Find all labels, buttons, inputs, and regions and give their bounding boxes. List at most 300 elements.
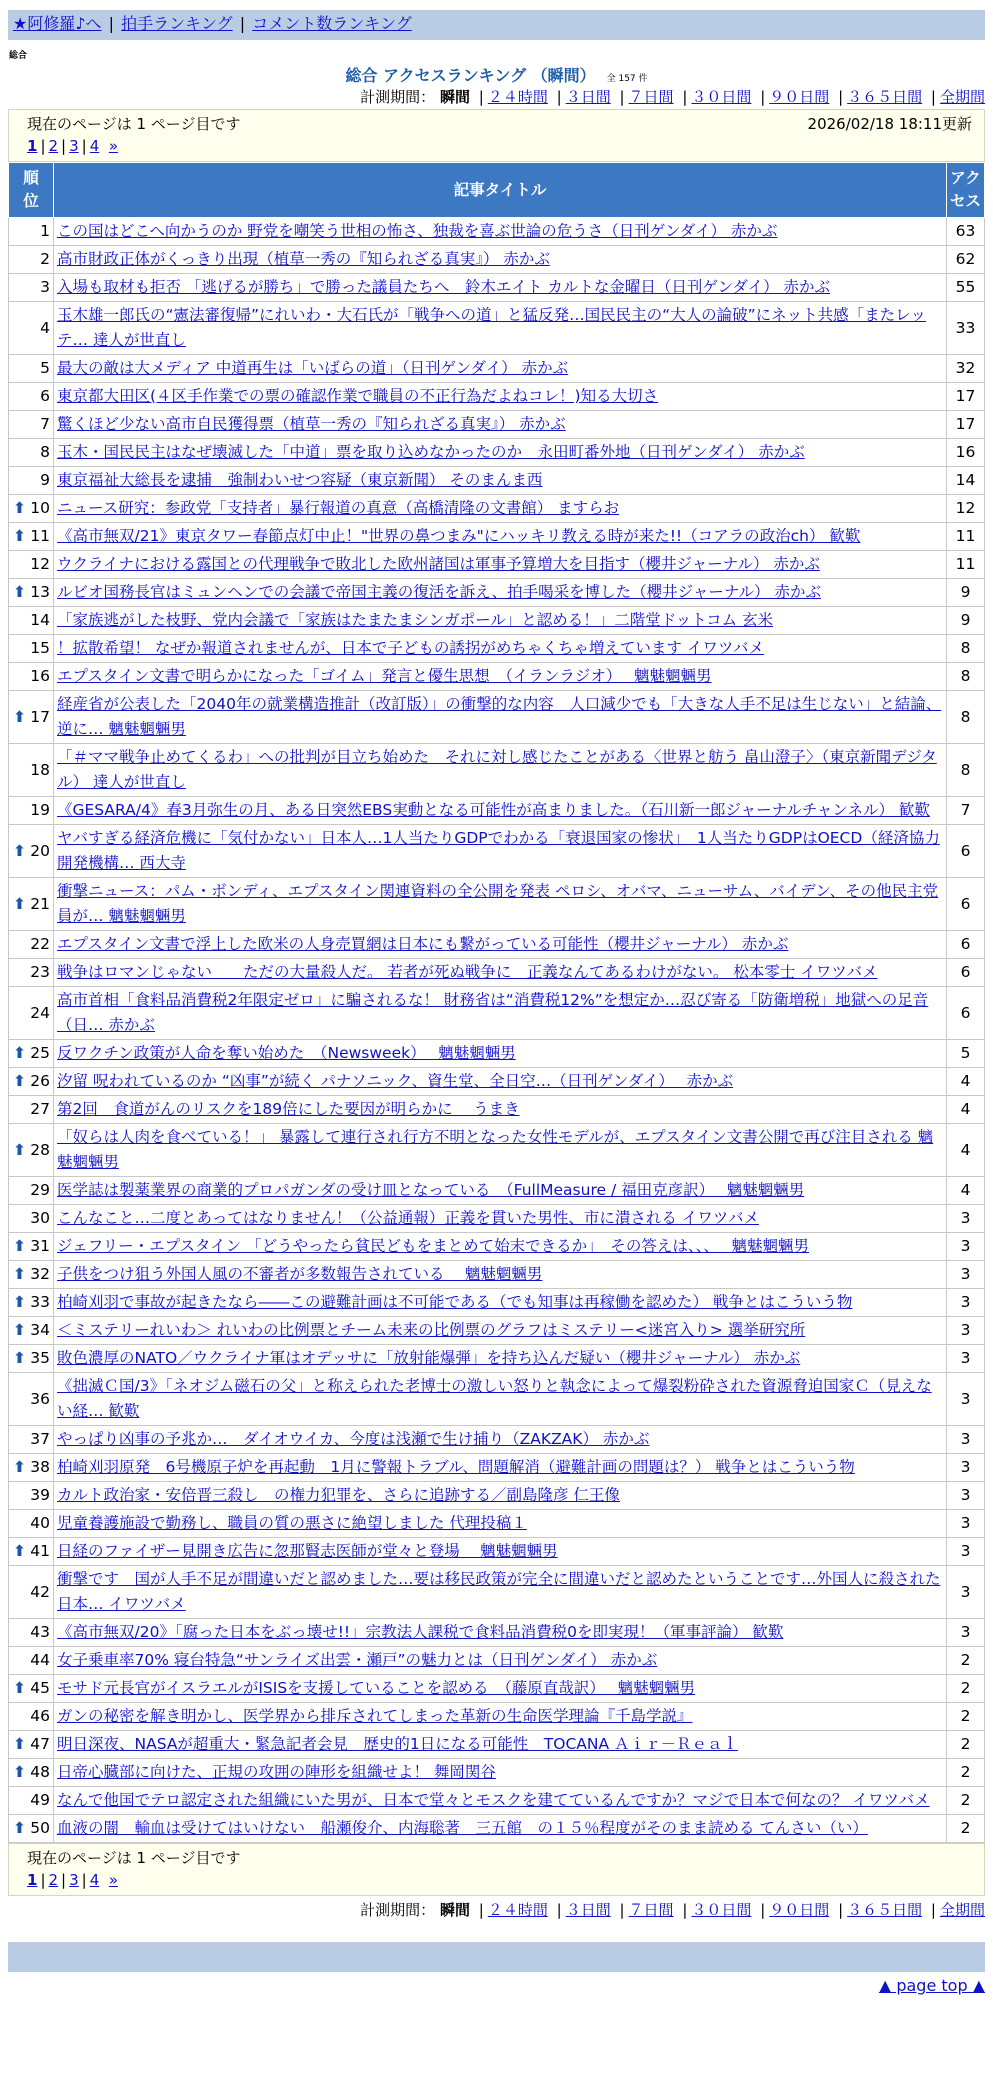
title-cell (54, 1317, 947, 1345)
header-access: アクセス (947, 163, 985, 218)
article-title-link[interactable]: ジェフリー・エプスタイン 「どうやったら貧民どもをまとめて始末できるか」 その答えは、、、 魑魅魍魎男 (57, 1237, 809, 1255)
access-count: 9 (947, 579, 985, 607)
table-row (9, 797, 985, 825)
title-cell (54, 1124, 947, 1177)
table-row (9, 1373, 985, 1426)
article-title-link[interactable]: 東京福祉大総長を逮捕 強制わいせつ容疑（東京新聞） そのまんま西 (57, 471, 543, 489)
period-option-365d[interactable]: ３６５日間 (847, 88, 923, 106)
table-row (9, 579, 985, 607)
table-row (9, 411, 985, 439)
rank-cell (9, 1703, 54, 1731)
rank-number: 23 (30, 963, 50, 981)
rank-cell (9, 878, 54, 931)
article-title-link[interactable]: 敗色濃厚のNATO／ウクライナ軍はオデッサに「放射能爆弾」を持ち込んだ疑い（櫻井ジャーナル） 赤かぶ (57, 1349, 801, 1367)
rank-number: 44 (30, 1651, 50, 1669)
article-title-link[interactable]: 汐留 呪われているのか “凶事”が続く パナソニック、資生堂、全日空…（日刊ゲンダイ） 赤かぶ (57, 1072, 734, 1090)
period-option-all[interactable]: 全期間 (939, 88, 985, 106)
article-title-link[interactable]: ガンの秘密を解き明かし、医学界から排斥されてしまった革新の生命医学理論『千島学説』 (57, 1707, 693, 1725)
page-link-3[interactable]: 3 (69, 1871, 79, 1889)
access-count: 3 (947, 1289, 985, 1317)
table-row (9, 1675, 985, 1703)
article-title-link[interactable]: ウクライナにおける露国との代理戦争で敗北した欧州諸国は軍事予算増大を目指す（櫻井ジャーナル） 赤かぶ (57, 555, 820, 573)
period-option-90d[interactable]: ９０日間 (769, 88, 830, 106)
rank-number: 8 (40, 443, 50, 461)
rank-cell (9, 1373, 54, 1426)
title-cell (54, 1373, 947, 1426)
page-link-2[interactable]: 2 (48, 137, 59, 155)
nav-link-applause-ranking[interactable]: 拍手ランキング (121, 14, 233, 33)
rank-cell (9, 1317, 54, 1345)
table-row (9, 439, 985, 467)
title-cell (54, 1815, 947, 1843)
title-cell (54, 1096, 947, 1124)
rank-number: 13 (30, 583, 50, 601)
table-row (9, 663, 985, 691)
rank-up-arrow-icon: ⬆ (13, 1321, 26, 1339)
rank-up-arrow-icon: ⬆ (13, 499, 26, 517)
rank-cell (9, 1675, 54, 1703)
article-title-link[interactable]: モサド元長官がイスラエルがISISを支援していることを認める （藤原直哉訳） 魑魅魍魎男 (57, 1679, 696, 1697)
table-row (9, 1177, 985, 1205)
article-title-link[interactable]: 《拙滅Ｃ国/3》「ネオジム磁石の父」と称えられた老博士の激しい怒りと執念によって爆裂粉砕された資源脅迫国家Ｃ（見えない経… 歓歎 (57, 1377, 932, 1420)
rank-cell (9, 467, 54, 495)
title-cell (54, 1787, 947, 1815)
nav-link-asyura-home[interactable]: ★阿修羅♪へ (13, 14, 102, 33)
title-cell (54, 579, 947, 607)
rank-up-arrow-icon: ⬆ (13, 841, 26, 860)
rank-number: 4 (40, 318, 50, 337)
access-count: 4 (947, 1068, 985, 1096)
page-next-link[interactable]: » (108, 137, 118, 155)
rank-number: 32 (30, 1265, 50, 1283)
article-title-link[interactable]: やっぱり凶事の予兆か… ダイオウイカ、今度は浅瀬で生け捕り（ZAKZAK） 赤かぶ (57, 1430, 650, 1448)
access-count: 6 (947, 987, 985, 1040)
table-row (9, 1124, 985, 1177)
article-title-link[interactable]: 児童養護施設で勤務し、職員の質の悪さに絶望しました 代理投稿１ (57, 1514, 527, 1532)
title-cell (54, 1261, 947, 1289)
rank-cell (9, 1510, 54, 1538)
rank-cell (9, 635, 54, 663)
rank-cell (9, 1426, 54, 1454)
rank-cell (9, 1233, 54, 1261)
page-next-link[interactable]: » (108, 1871, 118, 1889)
rank-cell (9, 1289, 54, 1317)
rank-cell (9, 1647, 54, 1675)
updated-timestamp: 2026/02/18 18:11更新 (807, 115, 972, 133)
nav-link-comment-ranking[interactable]: コメント数ランキング (252, 14, 412, 33)
article-title-link[interactable]: 血液の闇 輸血は受けてはいけない 船瀬俊介、内海聡著 三五館 の１５％程度がそのまま読める てんさい（い） (57, 1819, 868, 1837)
table-row (9, 302, 985, 355)
title-cell (54, 663, 947, 691)
rank-cell (9, 1068, 54, 1096)
rank-up-arrow-icon: ⬆ (13, 1735, 26, 1753)
table-row (9, 355, 985, 383)
period-option-3d[interactable]: ３日間 (565, 88, 611, 106)
table-row (9, 1233, 985, 1261)
title-cell (54, 1647, 947, 1675)
article-title-link[interactable]: カルト政治家・安倍晋三殺し の権力犯罪を、さらに追跡する／副島隆彦 仁王像 (57, 1486, 620, 1504)
rank-number: 1 (40, 222, 50, 240)
rank-number: 31 (30, 1237, 50, 1255)
rank-cell (9, 1261, 54, 1289)
title-cell (54, 246, 947, 274)
access-count: 3 (947, 1317, 985, 1345)
page-title: 総合 アクセスランキング （瞬間） (345, 66, 596, 85)
period-option-7d[interactable]: ７日間 (628, 1901, 674, 1919)
title-cell (54, 1233, 947, 1261)
rank-cell (9, 523, 54, 551)
title-cell (54, 495, 947, 523)
rank-number: 11 (30, 527, 50, 545)
access-count: 2 (947, 1731, 985, 1759)
rank-number: 34 (30, 1321, 50, 1339)
period-selector: 計測期間： 瞬間 | ２４時間 | ３日間 | ７日間 | ３０日間 | ９０日間 | ３６５日間 | 全期間 (360, 88, 985, 106)
nav-separator: | (239, 14, 246, 33)
page-link-4[interactable]: 4 (89, 137, 100, 155)
rank-cell (9, 439, 54, 467)
rank-cell (9, 411, 54, 439)
article-title-link[interactable]: 《高市無双/20》「腐った日本をぶっ壊せ!!」宗教法人課税で食料品消費税0を即実現！（軍事評論） 歓歎 (57, 1623, 784, 1641)
rank-number: 48 (30, 1763, 50, 1781)
access-count: 2 (947, 1759, 985, 1787)
table-row (9, 1040, 985, 1068)
title-cell (54, 1703, 947, 1731)
access-count: 4 (947, 1096, 985, 1124)
article-title-link[interactable]: 衝撃ニュース：パム・ボンディ、エプスタイン関連資料の全公開を発表 ペロシ、オバマ、ニューサム、バイデン、その他民主党員が… 魑魅魍魎男 (57, 882, 939, 925)
period-option-3d[interactable]: ３日間 (565, 1901, 611, 1919)
table-row (9, 1289, 985, 1317)
table-row (9, 1759, 985, 1787)
rank-number: 27 (30, 1100, 50, 1118)
rank-up-arrow-icon: ⬆ (13, 1679, 26, 1697)
table-row (9, 1510, 985, 1538)
title-cell (54, 931, 947, 959)
period-current: 瞬間 (439, 1901, 470, 1919)
access-count: 8 (947, 744, 985, 797)
rank-number: 10 (30, 499, 50, 517)
access-count: 3 (947, 1261, 985, 1289)
rank-number: 15 (30, 639, 50, 657)
page-link-4[interactable]: 4 (89, 1871, 100, 1889)
article-title-link[interactable]: 玉木・国民民主はなぜ壊滅した「中道」票を取り込めなかったのか 永田町番外地（日刊ゲンダイ） 赤かぶ (57, 443, 805, 461)
table-row (9, 1096, 985, 1124)
rank-number: 41 (30, 1542, 50, 1560)
rank-cell (9, 1345, 54, 1373)
article-title-link[interactable]: なんで他国でテロ認定された組織にいた男が、日本で堂々とモスクを建てているんですか？マジで日本で何なの？ イワツバメ (57, 1791, 930, 1809)
title-cell (54, 411, 947, 439)
rank-cell (9, 1177, 54, 1205)
period-option-90d[interactable]: ９０日間 (769, 1901, 830, 1919)
rank-cell (9, 383, 54, 411)
rank-cell (9, 1482, 54, 1510)
rank-number: 9 (40, 471, 50, 489)
header-title: 記事タイトル (54, 163, 947, 218)
article-title-link[interactable]: 「奴らは人肉を食べている！」 暴露して連行され行方不明となった女性モデルが、エプスタイン文書公開で再び注目される 魑魅魍魎男 (57, 1128, 934, 1171)
article-title-link[interactable]: 驚くほど少ない高市自民獲得票（植草一秀の『知られざる真実』） 赤かぶ (57, 415, 566, 433)
page-link-3[interactable]: 3 (69, 137, 79, 155)
article-title-link[interactable]: 入場も取材も拒否 「逃げるが勝ち」で勝った議員たちへ 鈴木エイト カルトな金曜日（日刊ゲンダイ） 赤かぶ (57, 278, 831, 296)
rank-number: 47 (30, 1735, 50, 1753)
period-selector-bottom: 計測期間： 瞬間 | ２４時間 | ３日間 | ７日間 | ３０日間 | ９０日間 | ３６５日間 | 全期間 (360, 1901, 985, 1919)
title-cell (54, 1566, 947, 1619)
table-row (9, 1703, 985, 1731)
table-row (9, 1454, 985, 1482)
table-row (9, 467, 985, 495)
access-count: 33 (947, 302, 985, 355)
rank-up-arrow-icon: ⬆ (13, 1458, 26, 1476)
rank-cell (9, 1815, 54, 1843)
access-count: 6 (947, 878, 985, 931)
rank-number: 39 (30, 1486, 50, 1504)
rank-cell (9, 744, 54, 797)
article-title-link[interactable]: 「＃ママ戦争止めてくるわ」への批判が目立ち始めた それに対し感じたことがある〈世界と舫う 畠山澄子〉（東京新聞デジタル） 達人が世直し (57, 748, 937, 791)
article-title-link[interactable]: こんなこと…二度とあってはなりません！（公益通報）正義を貫いた男性、市に潰される イワツバメ (57, 1209, 759, 1227)
article-title-link[interactable]: ヤバすぎる経済危機に「気付かない」日本人…1人当たりGDPでわかる「衰退国家の惨状」 1人当たりGDPはOECD（経済協力開発機構… 西大寺 (57, 829, 940, 872)
header-rank: 順位 (9, 163, 54, 218)
access-count: 16 (947, 439, 985, 467)
access-count: 5 (947, 1040, 985, 1068)
article-title-link[interactable]: ＜ミステリーれいわ＞ れいわの比例票とチーム未来の比例票のグラフはミステリー<迷宮入り> 選挙研究所 (57, 1321, 806, 1339)
rank-up-arrow-icon: ⬆ (13, 1542, 26, 1560)
article-title-link[interactable]: 日経のファイザー見開き広告に忽那賢志医師が堂々と登場 魑魅魍魎男 (57, 1542, 558, 1560)
period-option-all[interactable]: 全期間 (939, 1901, 985, 1919)
rank-number: 18 (30, 760, 50, 779)
rank-up-arrow-icon: ⬆ (13, 527, 26, 545)
table-row (9, 959, 985, 987)
article-title-link[interactable]: 医学誌は製薬業界の商業的プロパガンダの受け皿となっている （FullMeasure / 福田克彦訳） 魑魅魍魎男 (57, 1181, 805, 1199)
title-cell (54, 274, 947, 302)
period-option-7d[interactable]: ７日間 (628, 88, 674, 106)
article-title-link[interactable]: 柏崎刈羽原発 6号機原子炉を再起動 1月に警報トラブル、問題解消（避難計画の問題は？） 戦争とはこういう物 (57, 1458, 855, 1476)
access-count: 2 (947, 1675, 985, 1703)
table-row (9, 1619, 985, 1647)
access-count: 14 (947, 467, 985, 495)
table-row (9, 495, 985, 523)
title-cell (54, 523, 947, 551)
rank-number: 19 (30, 801, 50, 819)
access-count: 2 (947, 1703, 985, 1731)
table-row (9, 1345, 985, 1373)
rank-number: 6 (40, 387, 50, 405)
title-cell (54, 987, 947, 1040)
access-count: 3 (947, 1510, 985, 1538)
article-title-link[interactable]: 《GESARA/4》春3月弥生の月、ある日突然EBS実動となる可能性が高まりました。（石川新一郎ジャーナルチャンネル） 歓歎 (57, 801, 930, 819)
title-cell (54, 1759, 947, 1787)
access-count: 3 (947, 1373, 985, 1426)
rank-number: 33 (30, 1293, 50, 1311)
table-row (9, 1205, 985, 1233)
access-count: 3 (947, 1233, 985, 1261)
title-row (0, 63, 993, 85)
period-option-24h[interactable]: ２４時間 (487, 1901, 548, 1919)
title-cell (54, 1177, 947, 1205)
rank-up-arrow-icon: ⬆ (13, 1349, 26, 1367)
table-row (9, 1538, 985, 1566)
table-row (9, 987, 985, 1040)
rank-cell (9, 218, 54, 246)
article-title-link[interactable]: エプスタイン文書で浮上した欧米の人身売買網は日本にも繋がっている可能性（櫻井ジャーナル） 赤かぶ (57, 935, 789, 953)
rank-number: 17 (30, 707, 50, 726)
article-title-link[interactable]: 明日深夜、NASAが超重大・緊急記者会見 歴史的1日になる可能性 TOCANA Ａｉｒ－Ｒｅａｌ (57, 1735, 739, 1753)
rank-number: 46 (30, 1707, 50, 1725)
rank-number: 3 (40, 278, 50, 296)
access-count: 2 (947, 1787, 985, 1815)
article-title-link[interactable]: ！拡散希望！ なぜか報道されませんが、日本で子どもの誘拐がめちゃくちゃ増えています イワツバメ (57, 639, 765, 657)
access-count: 8 (947, 635, 985, 663)
rank-number: 2 (40, 250, 50, 268)
article-title-link[interactable]: 反ワクチン政策が人命を奪い始めた （Newsweek） 魑魅魍魎男 (57, 1044, 516, 1062)
article-title-link[interactable]: 日帝心臓部に向けた、正規の攻囲の陣形を組織せよ！ 舞岡関谷 (57, 1763, 496, 1781)
rank-up-arrow-icon: ⬆ (13, 1072, 26, 1090)
rank-number: 28 (30, 1140, 50, 1159)
access-count: 4 (947, 1177, 985, 1205)
rank-number: 14 (30, 611, 50, 629)
period-label: 計測期間： (360, 1901, 436, 1919)
article-title-link[interactable]: エプスタイン文書で明らかになった「ゴイム」発言と優生思想 （イランラジオ） 魑魅魍魎男 (57, 667, 712, 685)
rank-cell (9, 1619, 54, 1647)
article-title-link[interactable]: 高市財政正体がくっきり出現（植草一秀の『知られざる真実』） 赤かぶ (57, 250, 550, 268)
article-title-link[interactable]: ルビオ国務長官はミュンヘンでの会議で帝国主義の復活を訴え、拍手喝采を博した（櫻井ジャーナル） 赤かぶ (57, 583, 821, 601)
title-cell (54, 797, 947, 825)
rank-cell (9, 1205, 54, 1233)
title-cell (54, 635, 947, 663)
table-row (9, 744, 985, 797)
table-row (9, 218, 985, 246)
rank-up-arrow-icon: ⬆ (13, 1265, 26, 1283)
rank-cell (9, 1787, 54, 1815)
rank-cell (9, 355, 54, 383)
page-link-1[interactable]: 1 (27, 1871, 38, 1889)
rank-number: 42 (30, 1582, 50, 1601)
table-row (9, 1566, 985, 1619)
rank-cell (9, 987, 54, 1040)
title-cell (54, 1345, 947, 1373)
article-title-link[interactable]: 子供をつけ狙う外国人風の不審者が多数報告されている 魑魅魍魎男 (57, 1265, 543, 1283)
rank-number: 36 (30, 1389, 50, 1408)
category-label: 総合 (9, 51, 28, 61)
article-title-link[interactable]: この国はどこへ向かうのか 野党を嘲笑う世相の怖さ、独裁を喜ぶ世論の危うさ（日刊ゲンダイ） 赤かぶ (57, 222, 778, 240)
table-row (9, 691, 985, 744)
rank-cell (9, 1731, 54, 1759)
page-link-2[interactable]: 2 (48, 1871, 59, 1889)
table-row (9, 246, 985, 274)
title-cell (54, 467, 947, 495)
page-top-link[interactable]: ▲ page top ▲ (878, 1976, 985, 1995)
rank-cell (9, 1096, 54, 1124)
bottom-bar (8, 1942, 985, 1972)
title-cell (54, 1538, 947, 1566)
title-cell (54, 744, 947, 797)
table-row (9, 1731, 985, 1759)
access-count: 2 (947, 1647, 985, 1675)
access-count: 62 (947, 246, 985, 274)
table-row (9, 1787, 985, 1815)
article-title-link[interactable]: 「家族逃がした枝野、党内会議で「家族はたまたまシンガポール」と認める！」二階堂ドットコム 玄米 (57, 611, 773, 629)
rank-cell (9, 607, 54, 635)
period-current: 瞬間 (439, 88, 470, 106)
table-row (9, 635, 985, 663)
nav-separator: | (108, 14, 115, 33)
article-title-link[interactable]: 戦争はロマンじゃない ただの大量殺人だ。 若者が死ぬ戦争に 正義なんてあるわけがない。 松本零士 イワツバメ (57, 963, 878, 981)
current-page-text: 現在のページは 1 ページ目です (27, 1849, 241, 1867)
page-link-1[interactable]: 1 (27, 137, 38, 155)
rank-cell (9, 825, 54, 878)
rank-number: 37 (30, 1430, 50, 1448)
rank-cell (9, 1538, 54, 1566)
period-option-24h[interactable]: ２４時間 (487, 88, 548, 106)
article-title-link[interactable]: 高市首相「食料品消費税2年限定ゼロ」に騙されるな！ 財務省は“消費税12%”を想定か…忍び寄る「防衛増税」地獄への足音（日… 赤かぶ (57, 991, 929, 1034)
rank-number: 25 (30, 1044, 50, 1062)
article-title-link[interactable]: 《高市無双/21》東京タワー春節点灯中止！"世界の鼻つまみ"にハッキリ教える時が来た!!（コアラの政治ch） 歓歎 (57, 527, 861, 545)
table-row (9, 878, 985, 931)
rank-number: 24 (30, 1003, 50, 1022)
rank-up-arrow-icon: ⬆ (13, 1140, 26, 1159)
article-title-link[interactable]: 東京都大田区(４区手作業での票の確認作業で職員の不正行為だよねコレ！)知る大切さ (57, 387, 659, 405)
period-option-365d[interactable]: ３６５日間 (847, 1901, 923, 1919)
access-count: 17 (947, 411, 985, 439)
title-cell (54, 355, 947, 383)
rank-cell (9, 579, 54, 607)
rank-cell (9, 959, 54, 987)
access-count: 3 (947, 1619, 985, 1647)
access-count: 3 (947, 1482, 985, 1510)
rank-cell (9, 691, 54, 744)
rank-cell (9, 495, 54, 523)
article-title-link[interactable]: 衝撃です 国が人手不足が間違いだと認めました…要は移民政策が完全に間違いだと認めたということです…外国人に殺された日本… イワツバメ (57, 1570, 941, 1613)
table-row (9, 607, 985, 635)
rank-cell (9, 246, 54, 274)
title-cell (54, 1619, 947, 1647)
access-count: 4 (947, 1124, 985, 1177)
rank-up-arrow-icon: ⬆ (13, 1763, 26, 1781)
article-title-link[interactable]: 玉木雄一郎氏の“憲法審復帰”にれいわ・大石氏が「戦争への道」と猛反発…国民民主の“大人の論破”にネット共感「またレッテ… 達人が世直し (57, 306, 926, 349)
period-label: 計測期間： (360, 88, 436, 106)
ranking-table (8, 162, 985, 1843)
title-cell (54, 959, 947, 987)
period-option-30d[interactable]: ３０日間 (691, 88, 752, 106)
rank-up-arrow-icon: ⬆ (13, 894, 26, 913)
article-title-link[interactable]: ニュース研究：参政党「支持者」暴行報道の真意（高橋清隆の文書館） ますらお (57, 499, 620, 517)
title-cell (54, 302, 947, 355)
table-row (9, 1426, 985, 1454)
title-cell (54, 218, 947, 246)
title-cell (54, 1482, 947, 1510)
pager-top: 現在のページは 1 ページ目です 2026/02/18 18:11更新 1 | 2 | 3 | 4 » (8, 109, 985, 162)
table-row (9, 383, 985, 411)
rank-cell (9, 302, 54, 355)
access-count: 3 (947, 1345, 985, 1373)
article-title-link[interactable]: 経産省が公表した「2040年の就業構造推計（改訂版）」の衝撃的な内容 人口減少でも「大きな人手不足は生じない」と結論、逆に… 魑魅魍魎男 (57, 695, 942, 738)
rank-number: 29 (30, 1181, 50, 1199)
access-count: 55 (947, 274, 985, 302)
title-cell (54, 607, 947, 635)
article-title-link[interactable]: 女子乗車率70% 寝台特急“サンライズ出雲・瀬戸”の魅力とは（日刊ゲンダイ） 赤かぶ (57, 1651, 658, 1669)
title-cell (54, 1289, 947, 1317)
period-option-30d[interactable]: ３０日間 (691, 1901, 752, 1919)
rank-up-arrow-icon: ⬆ (13, 1819, 26, 1837)
article-title-link[interactable]: 柏崎刈羽で事故が起きたなら――この避難計画は不可能である（でも知事は再稼働を認めた） 戦争とはこういう物 (57, 1293, 853, 1311)
rank-cell (9, 797, 54, 825)
rank-cell (9, 1040, 54, 1068)
access-count: 6 (947, 825, 985, 878)
rank-up-arrow-icon: ⬆ (13, 1293, 26, 1311)
article-title-link[interactable]: 第2回 食道がんのリスクを189倍にした要因が明らかに うまき (57, 1100, 520, 1118)
access-count: 3 (947, 1426, 985, 1454)
rank-cell (9, 931, 54, 959)
article-title-link[interactable]: 最大の敵は大メディア 中道再生は「いばらの道」（日刊ゲンダイ） 赤かぶ (57, 359, 569, 377)
access-count: 3 (947, 1566, 985, 1619)
rank-cell (9, 1454, 54, 1482)
